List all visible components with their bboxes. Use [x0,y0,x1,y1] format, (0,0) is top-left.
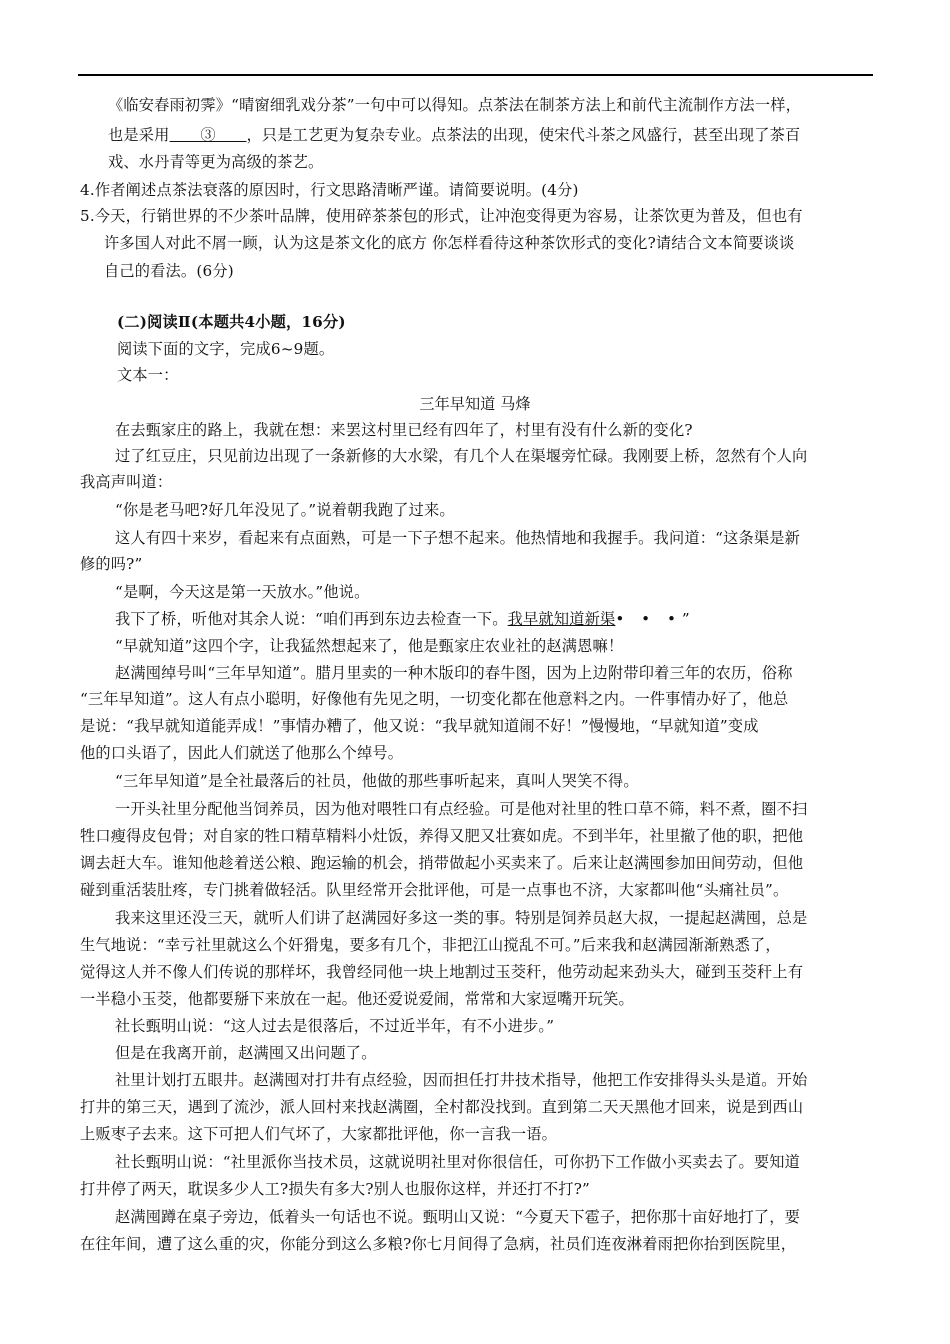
underlined-phrase: 我早就知道新渠 [507,610,616,628]
paragraph-cont: 一半稳小玉茭，他都要掰下来放在一起。他还爱说爱闹，常常和大家逗嘴开玩笑。 [80,990,634,1008]
paragraph: 社长甄明山说：“这人过去是很落后，不过近半年，有不小进步。” [115,1017,555,1035]
paragraph-cont: 在往年间，遭了这么重的灾，你能分到这么多粮?你七月间得了急病，社员们连夜淋着雨把你抬到医院里， [80,1235,797,1253]
paragraph: 我来这里还没三天，就听人们讲了赵满园好多这一类的事。特别是饲养员赵大叔，一提起赵满囤，总是 [115,909,808,927]
header-rule [78,74,873,76]
paragraph: “你是老马吧?好几年没见了。”说着朝我跑了过来。 [115,501,455,519]
paragraph-cont: 调去赶大车。谁知他趁着送公粮、跑运输的机会，捎带做起小买卖来了。后来让赵满囤参加田间劳动，但他 [80,854,804,872]
paragraph [115,609,690,629]
paragraph: “是啊，今天这是第一天放水。”他说。 [115,583,370,601]
instruction: 阅读下面的文字，完成6~9题。 [117,340,335,358]
question-5-cont: 许多国人对此不屑一顾，认为这是茶文化的底方 你怎样看待这种茶饮形式的变化?请结合文本简要谈谈 [104,234,795,252]
text-span: ” [681,610,690,628]
story-title: 三年早知道 马烽 [419,395,531,413]
question-5-cont: 自己的看法。(6分) [104,262,234,280]
paragraph-cont: 修的吗?” [80,555,143,573]
text-line: 《临安春雨初霁》“晴窗细乳戏分茶”一句中可以得知。点茶法在制茶方法上和前代主流制作方法一样， [108,96,801,114]
text-line: 戏、水丹青等更为高级的茶艺。 [108,153,324,171]
text-span: 也是采用 [108,126,170,144]
fill-blank-3: ③ [169,126,247,144]
paragraph-cont: 碰到重活装肚疼，专门挑着做轻活。队里经常开会批评他，可是一点事也不济，大家都叫他“头痛社员”。 [80,881,789,899]
paragraph-cont: 牲口瘦得皮包骨；对自家的牲口精草精料小灶饭，养得又肥又壮赛如虎。不到半年，社里撤了他的职，把他 [80,827,804,845]
paragraph-cont: 我高声叫道： [80,473,173,491]
paragraph-cont: “三年早知道”。这人有点小聪明，好像他有先见之明，一切变化都在他意料之内。一件事情办好了，他总 [80,690,789,708]
question-4: 4.作者阐述点茶法衰落的原因时，行文思路清晰严谨。请简要说明。(4分) [80,181,579,199]
paragraph: 社长甄明山说：“社里派你当技术员，这就说明社里对你很信任，可你扔下工作做小买卖去了。要知道 [115,1153,801,1171]
paragraph-cont: 打井停了两天，耽误多少人工?损失有多大?别人也服你这样，并还打不打?” [80,1180,591,1198]
text-label: 文本一： [117,366,179,384]
paragraph: 赵满囤蹲在桌子旁边，低着头一句话也不说。甄明山又说：“今夏天下雹子，把你那十亩好地打了，要 [115,1208,801,1226]
emphasis-dots: • • • [615,610,682,628]
paragraph-cont: 打井的第三天，遇到了流沙，派人回村来找赵满圈，全村都没找到。直到第二天天黑他才回来，说是到西山 [80,1098,804,1116]
paragraph: 但是在我离开前，赵满囤又出问题了。 [115,1044,377,1062]
text-line [108,125,800,145]
paragraph: 这人有四十来岁，看起来有点面熟，可是一下子想不起来。他热情地和我握手。我问道：“这条渠是新 [115,529,801,547]
paragraph: 在去甄家庄的路上，我就在想：来罢这村里已经有四年了，村里有没有什么新的变化? [115,421,693,439]
text-span: 我下了桥，听他对其余人说：“咱们再到东边去检查一下。 [115,610,508,628]
section-heading: (二)阅读Ⅱ(本题共4小题，16分) [117,313,346,331]
paragraph: “早就知道”这四个字，让我猛然想起来了，他是甄家庄农业社的赵满恩嘛！ [115,637,624,655]
paragraph-cont: 上贩枣子去来。这下可把人们气坏了，大家都批评他，你一言我一语。 [80,1125,558,1143]
paragraph: 社里计划打五眼井。赵满囤对打井有点经验，因而担任打井技术指导，他把工作安排得头头是道。开始 [115,1071,808,1089]
question-5: 5.今天，行销世界的不少茶叶品牌，使用碎茶茶包的形式，让冲泡变得更为容易，让茶饮更为普及，但也有 [80,207,803,225]
paragraph: 赵满囤绰号叫“三年早知道”。腊月里卖的一种木版印的春牛图，因为上边附带印着三年的农历，俗称 [115,664,793,682]
paragraph-cont: 他的口头语了，因此人们就送了他那么个绰号。 [80,744,404,762]
paragraph-cont: 觉得这人并不像人们传说的那样坏，我曾经同他一块上地割过玉茭秆，他劳动起来劲头大，碰到玉茭秆上有 [80,963,804,981]
paragraph: 过了红豆庄，只见前边出现了一条新修的大水梁，有几个人在渠堰旁忙碌。我刚要上桥，忽然有个人向 [115,447,808,465]
paragraph: “三年早知道”是全社最落后的社员，他做的那些事听起来，真叫人哭笑不得。 [115,772,639,790]
paragraph-cont: 是说：“我早就知道能弄成！”事情办糟了，他又说：“我早就知道闹不好！”慢慢地，“早就知道”变成 [80,717,759,735]
paragraph-cont: 生气地说：“幸亏社里就这么个奸猾鬼，要多有几个，非把江山搅乱不可。”后来我和赵满园渐渐熟悉了， [80,936,781,954]
paragraph: 一开头社里分配他当饲养员，因为他对喂牲口有点经验。可是他对社里的牲口草不筛，料不煮，圈不扫 [115,800,808,818]
text-span: ，只是工艺更为复杂专业。点茶法的出现，使宋代斗茶之风盛行，甚至出现了茶百 [246,126,801,144]
